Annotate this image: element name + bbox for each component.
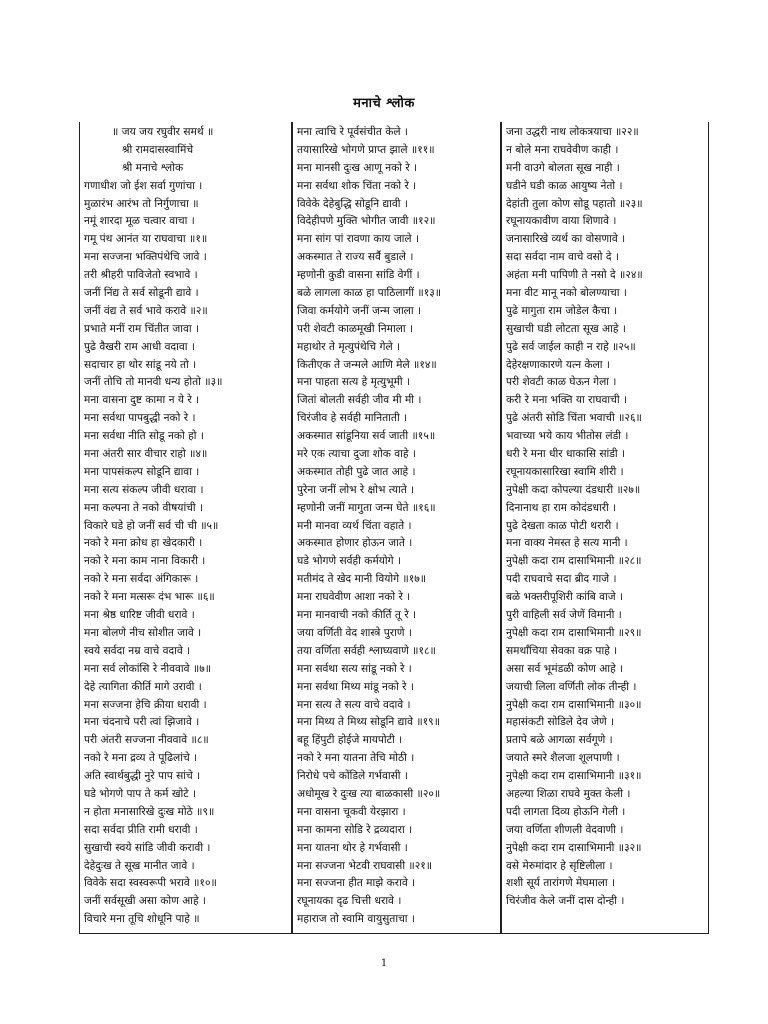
- verse-line: पदी लागता दिव्य होऊनि गेली ।: [506, 805, 626, 818]
- verse-line: मतीमंद ते खेद मानी वियोगे ॥१७॥: [297, 573, 427, 586]
- verse-line: म्हणोनी जनीं मागुता जन्म घेते ॥१६॥: [297, 501, 436, 514]
- verse-line: अति स्वार्थबुद्धी नुरे पाप सांचे ।: [84, 770, 201, 783]
- verse-line: गमू पंथ आनंत या राघवाचा ॥१॥: [84, 233, 208, 246]
- verse-line: अहंता मनी पापिणी ते नसो दे ॥२४॥: [506, 269, 643, 282]
- verse-line: समर्थांचिया सेवका वक्र पाहे ।: [506, 644, 618, 657]
- verse-line: मना वाक्य नेमस्त हे सत्य मानी ।: [506, 537, 628, 550]
- verse-line: सदा सर्वदा नाम वाचे वसो दे ।: [506, 251, 619, 264]
- verse-line: श्री मनाचे श्लोक: [122, 161, 184, 174]
- verse-line: नुपेक्षी कदा राम दासाभिमानी ॥२९॥: [506, 626, 642, 639]
- verse-line: महाथोर ते मृत्युपंथेचि गेले ।: [297, 340, 401, 353]
- verse-line: तया वर्णिता सर्वही श्लाघ्यवाणे ॥१८॥: [297, 644, 436, 657]
- verse-line: बळे भक्तरीपूशिरी कांबि वाजे ।: [506, 591, 624, 604]
- verse-line: पुढे वैखरी राम आधी वदावा ।: [84, 340, 195, 353]
- verse-line: मना त्वाचि रे पूर्वसंचीत केले ।: [297, 126, 408, 138]
- page-title: मनाचे श्लोक: [353, 96, 415, 111]
- verse-line: चिरंजीव केले जनीं दास दोन्ही ।: [506, 895, 625, 908]
- verse-line: मना मानवाची नको कीर्ति तू रे ।: [297, 609, 417, 622]
- verse-line: भवाच्या भये काय भीतोस लंडी ।: [506, 430, 629, 443]
- verse-line: अकस्मात ते राज्य सर्वै बुडाले ।: [297, 251, 414, 264]
- verse-line: मना सज्जना भेटवी राघवासी ॥२१॥: [297, 859, 433, 872]
- verse-line: मना पापसंकल्प सोडूनि द्यावा ।: [84, 465, 200, 478]
- verse-line: देहांती तुला कोण सोडू पहातो ॥२३॥: [506, 197, 643, 210]
- verse-line: गणाधीश जो ईश सर्वा गुणांचा ।: [84, 179, 203, 192]
- verse-line: विवेके देहेबुद्धि सोडूनि द्यावी ।: [297, 197, 408, 210]
- verse-line: मुळारंभ आरंभ तो निर्गुणाचा ॥: [84, 197, 199, 210]
- verse-line: जना उद्धरी नाथ लोकत्रयाचा ॥२२॥: [506, 126, 639, 138]
- verse-line: कितीएक ते जन्मले आणि मेले ॥१४॥: [297, 358, 437, 371]
- verse-line: मना सज्जना भक्तिपंथेचि जावे ।: [84, 251, 207, 264]
- verse-line: परी अंतरी सज्जना नीववावे ॥८॥: [84, 734, 209, 747]
- verse-line: जया वर्णिती वेद शास्त्रे पुराणे ।: [297, 626, 412, 639]
- verse-line: मना यातना थोर हे गर्भवासी ।: [297, 841, 408, 854]
- verse-line: मनी वाउगे बोलता सूख नाही ।: [506, 161, 620, 174]
- verse-line: पुढे सर्व जाईल काही न राहे ॥२५॥: [506, 340, 636, 353]
- verse-line: न बोले मना राघवेवीण काही ।: [506, 143, 619, 156]
- verse-line: करी रे मना भक्ति या राघवाची ।: [506, 394, 627, 407]
- verse-line: अधोमूख रे दुःख त्या बाळकासी ॥२०॥: [297, 787, 441, 800]
- verse-line: पुढे अंतरी सोडि चिंता भवाची ॥२६॥: [506, 412, 642, 425]
- verse-line: मना चंदनाचे परी त्वां झिजावे ।: [84, 716, 200, 729]
- verse-line: पुरी वाहिली सर्व जेणें विमानी ।: [506, 609, 622, 622]
- verse-line: रघूनायका दृढ चित्ती धरावे ।: [297, 895, 402, 908]
- verse-line: जयाची लिला वर्णिती लोक तीन्ही ।: [506, 680, 637, 693]
- verse-line: मना कामना सोडि रे द्रव्यदारा ।: [297, 823, 413, 836]
- verse-line: नुपेक्षी कदा राम दासाभिमानी ॥३१॥: [506, 770, 642, 783]
- verse-line: जयाते स्मरे शैलजा शूलपाणी ।: [506, 752, 620, 765]
- verse-line: विचारे मना तूचि शोधूनि पाहे ॥: [84, 913, 200, 926]
- verse-line: निरोधे पचे कोंडिले गर्भवासी ।: [297, 770, 408, 783]
- verse-line: नुपेक्षी कदा राम दासाभिमानी ॥२८॥: [506, 555, 642, 568]
- verse-line: नुपेक्षी कदा कोपल्या दंडधारी ॥२७॥: [506, 483, 641, 496]
- verse-line: मना श्रेष्ठ धारिष्ट जीवी धरावे ।: [84, 609, 195, 622]
- verse-line: मना सर्वथा पापबुद्धी नको रे ।: [84, 412, 196, 425]
- verse-line: म्हणोनी कुडी वासना सांडि वेगीं ।: [297, 269, 420, 282]
- verse-line: असा सर्व भूमंडळी कोण आहे ।: [506, 662, 624, 675]
- verse-line: मना सर्वथा शोक चिंता नको रे ।: [297, 179, 417, 192]
- verse-line: जनीं तोचि तो मानवी धन्य होतो ॥३॥: [84, 376, 223, 389]
- verse-line: मना वीट मानू नको बोलण्याचा ।: [506, 287, 627, 300]
- verse-line: पुरेना जनीं लोभ रे क्षोभ त्याते ।: [297, 483, 415, 496]
- verse-line: नको रे मना क्रोध हा खेदकारी ।: [84, 537, 203, 550]
- verse-line: पदी राघवाचे सदा ब्रीद गाजे ।: [506, 573, 617, 586]
- verse-line: बळे लागला काळ हा पाठिलागीं ॥१३॥: [297, 287, 442, 300]
- verse-line: नको रे मना द्रव्य ते पूढिलांचे ।: [84, 752, 198, 765]
- verse-line: दिनानाथ हा राम कोदंडधारी ।: [506, 501, 617, 514]
- verse-line: मना सत्य ते सत्य वाचे वदावे ।: [297, 698, 411, 711]
- verse-line: मना सांग पां रावणा काय जाले ।: [297, 233, 419, 246]
- verse-line: मना राघवेवीण आशा नको रे ।: [297, 591, 411, 604]
- verse-line: अहल्या शिळा राघवे मुक्त केली ।: [506, 787, 631, 800]
- verse-line: मना सर्वथा मिथ्य मांडू नको रे ।: [297, 680, 414, 693]
- verse-line: मना सज्जना हेचि क्रीया धरावी ।: [84, 698, 207, 711]
- verse-line: मना वासना चूकवी येरझारा ।: [297, 805, 406, 818]
- verse-line: मना सर्वथा नीति सोडू नको हो ।: [84, 430, 204, 443]
- verse-line: जनीं वंद्य ते सर्व भावे करावे ॥२॥: [84, 304, 208, 317]
- verse-line: घडे भोगणे सर्वही कर्मयोगे ।: [297, 555, 401, 568]
- verse-line: देहे त्यागिता कीर्ति मागे उरावी ।: [84, 680, 202, 693]
- verse-line: बहू हिंपुटी होईजे मायपोटी ।: [297, 734, 403, 747]
- verse-line: मना सज्जना हीत माझे करावे ।: [297, 877, 416, 890]
- verse-line: मना बोलणे नीच सोशीत जावे ।: [84, 626, 202, 639]
- verse-line: नको रे मना मत्सरू दंभ भारू ॥६॥: [84, 591, 215, 604]
- verse-line: तरी श्रीहरी पाविजेतो स्वभावे ।: [84, 269, 198, 282]
- verse-line: श्री रामदासस्वामिंचे: [122, 143, 194, 156]
- verse-line: महासंकटी सोडिले देव जेणे ।: [506, 716, 615, 729]
- verse-line: मना मिथ्य ते मिथ्य सोडूनि द्यावे ॥१९॥: [297, 716, 441, 729]
- verse-line: परी शेवटी काळमूखी निमाला ।: [297, 322, 414, 335]
- verse-line: विकारे घडे हो जनीं सर्व ची ची ॥५॥: [84, 519, 219, 532]
- verse-line: धरी रे मना धीर धाकासि सांडी ।: [506, 448, 626, 461]
- verse-line: अकस्मात सांडूनिया सर्व जाती ॥१५॥: [297, 430, 436, 443]
- verse-line: मनी मानवा व्यर्थ चिंता वहाते ।: [297, 519, 412, 532]
- verse-line: देहेदुःख ते सूख मानीत जावे ।: [84, 859, 195, 872]
- verse-line: नको रे मना काम नाना विकारी ।: [84, 555, 206, 568]
- verse-line: जिवा कर्मयोगे जनीं जन्म जाला ।: [297, 304, 421, 317]
- verse-line: न होता मनासारिखे दुःख मोठे ॥९॥: [84, 805, 215, 818]
- verse-line: ॥ जय जय रघुवीर समर्थ ॥: [112, 126, 214, 138]
- verse-line: शशी सूर्य तारांगणे मेघमाला ।: [506, 877, 616, 890]
- verse-line: नुपेक्षी कदा राम दासाभिमानी ॥३२॥: [506, 841, 642, 854]
- verse-line: घडे भोगणे पाप ते कर्म खोटे ।: [84, 787, 196, 800]
- verse-line: पुढे मागुता राम जोडेल कैचा ।: [506, 304, 618, 317]
- verse-line: जनीं सर्वसूखी असा कोण आहे ।: [84, 895, 206, 908]
- verse-line: जनासारिखे व्यर्थ का वोसणावे ।: [506, 233, 626, 246]
- verse-line: अकस्मात तोही पुढे जात आहे ।: [297, 465, 416, 478]
- verse-line: जनीं निंद्य ते सर्व सोडूनी द्यावे ।: [84, 287, 199, 300]
- verse-line: नमूं शारदा मूळ चत्वार वाचा ।: [84, 215, 195, 228]
- verse-line: मना मानसी दुःख आणू नको रे ।: [297, 161, 418, 174]
- verse-line: महाराज तो स्वामि वायुसुताचा ।: [297, 913, 415, 926]
- verse-line: सुखाची स्वये सांडि जीवी करावी ।: [84, 841, 211, 854]
- verse-line: तयासारिखे भोगणे प्राप्त झाले ॥११॥: [297, 143, 435, 156]
- verse-line: मना सर्व लोकांसि रे नीववावे ॥७॥: [84, 662, 212, 675]
- verse-line: मना अंतरी सार वीचार राहो ॥४॥: [84, 448, 208, 461]
- verse-line: परी शेवटी काळ घेऊन गेला ।: [506, 376, 617, 389]
- verse-line: सदाचार हा थोर सांडू नये तो ।: [84, 358, 197, 371]
- verse-line: जितां बोलती सर्वही जीव मी मी ।: [297, 394, 422, 407]
- verse-column-1: [79, 122, 292, 934]
- verse-line: प्रतापे बळे आगळा सर्वगूणे ।: [506, 734, 613, 747]
- verse-line: नुपेक्षी कदा राम दासाभिमानी ॥३०॥: [506, 698, 642, 711]
- verse-line: विवेके सदा स्वस्वरूपी भरावे ॥१०॥: [84, 877, 217, 890]
- verse-line: नको रे मना सर्वदा अंगिकारू ।: [84, 573, 199, 586]
- page-number: 1: [380, 958, 388, 969]
- verse-line: देहेरक्षणाकारणे यत्न केला ।: [506, 358, 610, 371]
- verse-line: सुखाची घडी लोटता सूख आहे ।: [506, 322, 626, 335]
- verse-line: चिरंजीव हे सर्वही मानिताती ।: [297, 412, 408, 425]
- verse-line: प्रभाते मनीं राम चिंतीत जावा ।: [84, 322, 200, 335]
- verse-line: वसे मेरुमांदार हे सृष्टिलीला ।: [506, 859, 613, 872]
- verse-line: मरे एक त्याचा दुजा शोक वाहे ।: [297, 448, 416, 461]
- verse-line: पुढे देखता काळ पोटी थरारी ।: [506, 519, 619, 532]
- verse-line: नको रे मना यातना तेचि मोठी ।: [297, 752, 415, 765]
- verse-line: मना पाहता सत्य हे मृत्युभूमी ।: [297, 376, 411, 389]
- verse-line: मना वासना दुष्ट कामा न ये रे ।: [84, 394, 200, 407]
- verse-line: सदा सर्वदा प्रीति रामी धरावी ।: [84, 823, 198, 836]
- verse-line: विदेहीपणे मुक्ति भोगीत जावी ॥१२॥: [297, 215, 436, 228]
- verse-column-3: [501, 122, 709, 934]
- verse-line: मना कल्पना ते नको वीषयांची ।: [84, 501, 204, 514]
- verse-line: मना सत्य संकल्प जीवी धरावा ।: [84, 483, 204, 496]
- verse-column-2: [292, 122, 501, 934]
- verse-line: जया वर्णिता शीणली वेदवाणी ।: [506, 823, 624, 836]
- verse-line: रघूनायकासारिखा स्वामि शीरी ।: [506, 465, 624, 478]
- verse-line: रघूनायकावीण वाया शिणावे ।: [506, 215, 617, 228]
- verse-line: अकस्मात होणार होऊन जाते ।: [297, 537, 413, 550]
- verse-line: स्वये सर्वदा नम्र वाचे वदावे ।: [84, 644, 191, 657]
- verse-line: मना सर्वथा सत्य सांडू नको रे ।: [297, 662, 412, 675]
- verse-line: घडीने घडी काळ आयुष्य नेतो ।: [506, 179, 623, 192]
